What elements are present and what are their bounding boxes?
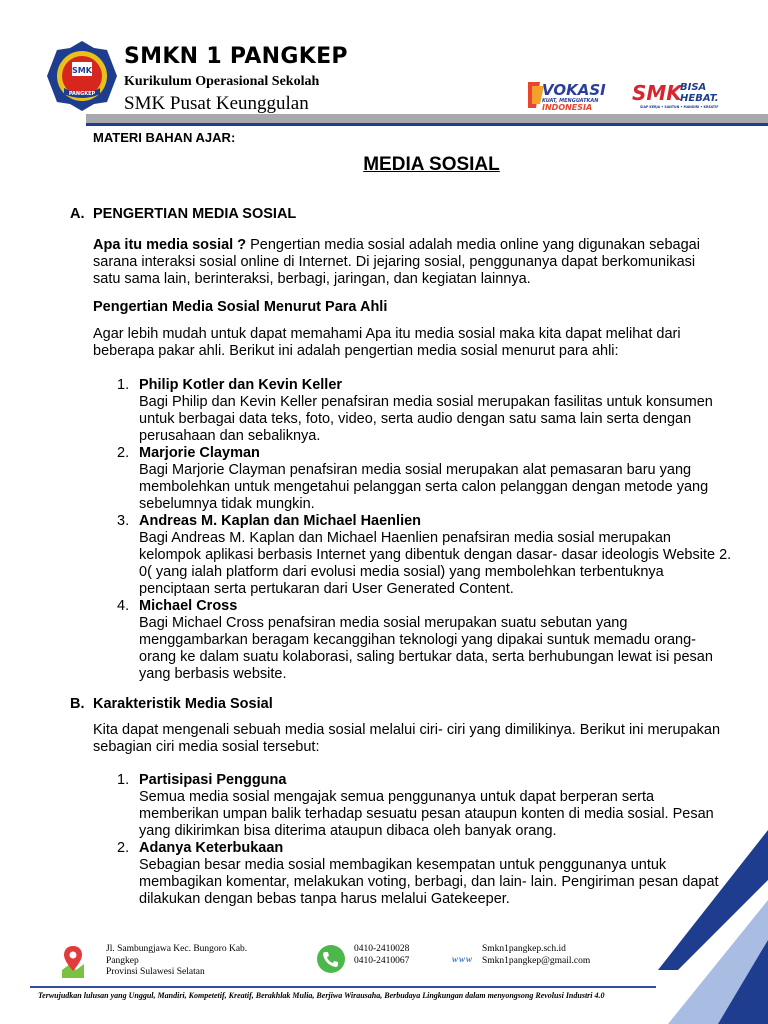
vokasi-main-text: VOKASI — [542, 81, 606, 99]
list-item-name: Partisipasi Pengguna — [139, 772, 287, 788]
header-divider-blue — [86, 123, 768, 126]
list-item-number: 1. — [117, 377, 130, 393]
list-item-number: 1. — [117, 772, 130, 788]
list-item — [93, 598, 733, 683]
address-line-2: Pangkep — [106, 955, 139, 966]
list-item-number: 4. — [117, 598, 130, 614]
experts-list — [93, 377, 733, 683]
list-item-name: Adanya Keterbukaan — [139, 840, 284, 856]
phone-icon — [316, 944, 346, 974]
phone-number-1: 0410-2410028 — [354, 944, 410, 954]
bisa-logo-text: BISA — [680, 82, 707, 93]
smk-tagline-text: SIAP KERJA • SANTUN • MANDIRI • KREATIF — [640, 105, 719, 109]
header-subtitle-center: SMK Pusat Keunggulan — [124, 93, 309, 114]
school-logo — [46, 40, 118, 112]
footer — [0, 936, 768, 1024]
list-item — [93, 840, 733, 908]
logo-text-top: SMK — [72, 66, 92, 75]
list-item-number: 2. — [117, 840, 130, 856]
smk-bisa-logo — [630, 76, 730, 110]
location-pin-icon — [60, 944, 86, 978]
footer-phones — [354, 944, 409, 967]
section-a-letter: A. — [70, 206, 85, 222]
footer-divider — [30, 986, 656, 988]
logo-text-bottom: PANGKEP — [68, 91, 96, 97]
list-item — [93, 513, 733, 598]
website-link[interactable]: Smkn1pangkep.sch.id — [482, 944, 566, 954]
footer-motto: Terwujudkan lulusan yang Unggul, Mandiri, Kompetetif, Kreatif, Berakhlak Mulia, Berjiwa Wirausaha, Berbudaya Lingkungan dalam menyongsong Revolusi Industri 4.0 — [38, 991, 605, 1000]
address-line-3: Provinsi Sulawesi Selatan — [106, 967, 205, 977]
address-line-1: Jl. Sambungjawa Kec. Bungoro Kab. — [106, 944, 248, 954]
list-item-name: Michael Cross — [139, 598, 238, 614]
vokasi-country-text: INDONESIA — [542, 103, 593, 112]
intro-question: Apa itu media sosial ? — [93, 237, 247, 253]
email-link[interactable]: Smkn1pangkep@gmail.com — [482, 955, 591, 966]
section-b-letter: B. — [70, 696, 85, 712]
section-a-heading — [70, 206, 296, 223]
list-item — [93, 377, 733, 445]
list-item — [93, 772, 733, 840]
list-item-text: Bagi Andreas M. Kaplan dan Michael Haenlien penafsiran media sosial merupakan kelompok aplikasi berbasis Internet yang dibentuk dengan dasar- dasar ideologis Website 2. 0( yang ialah platform dari evolusi media sosial) yang membolehkan terbentuknya penciptaan serta pertukaran dari User Generated Content. — [139, 530, 732, 597]
experts-lead: Agar lebih mudah untuk dapat memahami Apa itu media sosial maka kita dapat melihat dari beberapa pakar ahli. Berikut ini adalah pengertian media sosial menurut para ahli: — [93, 326, 681, 359]
intro-text: Pengertian media sosial adalah media online yang digunakan sebagai sarana interaksi sosial online di Internet. Di jejaring sosial, penggunanya dapat berkomunikasi satu sama lain, berinteraksi, berbagi, jaringan, dan kegiatan lainnya. — [93, 237, 700, 287]
vokasi-logo — [526, 78, 618, 112]
list-item-name: Philip Kotler dan Kevin Keller — [139, 377, 343, 393]
vokasi-sub-text: KUAT, MENGUATKAN — [542, 98, 599, 104]
list-item-text: Bagi Philip dan Kevin Keller penafsiran media sosial merupakan fasilitas untuk konsumen untuk berbagai data teks, foto, video, serta audio dengan satu sama lain serta dengan perusahaan dan sebaliknya. — [139, 394, 713, 444]
section-a-title: PENGERTIAN MEDIA SOSIAL — [93, 206, 297, 222]
list-item-number: 2. — [117, 445, 130, 461]
hebat-logo-text: HEBAT. — [680, 93, 719, 104]
section-a-intro — [93, 237, 725, 288]
list-item — [93, 445, 733, 513]
list-item-name: Andreas M. Kaplan dan Michael Haenlien — [139, 513, 422, 529]
document-title-wrap — [0, 156, 768, 175]
list-item-number: 3. — [117, 513, 130, 529]
school-name: SMKN 1 PANGKEP — [124, 44, 348, 69]
smk-logo-text: SMK — [632, 81, 682, 105]
section-b-lead: Kita dapat mengenali sebuah media sosial melalui ciri- ciri yang dimilikinya. Berikut ini merupakan sebagian ciri media sosial tersebut: — [93, 722, 721, 755]
www-icon: www — [452, 954, 474, 964]
phone-number-2: 0410-2410067 — [354, 955, 410, 966]
section-b-title: Karakteristik Media Sosial — [93, 696, 273, 712]
list-item-text: Bagi Michael Cross penafsiran media sosial merupakan suatu sebutan yang menggambarkan beragam kecanggihan teknologi yang dipakai suntuk memadu orang- orang ke dalam suatu kolaborasi, saling bertukar data, serta berhubungan lewat isi pesan yang berbasis website. — [139, 615, 713, 682]
footer-web — [482, 944, 590, 967]
header-subtitle-curriculum: Kurikulum Operasional Sekolah — [124, 74, 320, 89]
section-b-heading — [70, 696, 273, 713]
list-item-name: Marjorie Clayman — [139, 445, 260, 461]
footer-address — [106, 944, 247, 979]
materi-label: MATERI BAHAN AJAR: — [93, 130, 236, 145]
experts-subheading: Pengertian Media Sosial Menurut Para Ahli — [93, 299, 388, 315]
letterhead — [0, 0, 768, 130]
characteristics-list — [93, 772, 733, 908]
document-title: MEDIA SOSIAL — [363, 154, 500, 175]
list-item-text: Semua media sosial mengajak semua penggunanya untuk dapat berperan serta memberikan umpan balik terhadap sesuatu pesan ataupun konten di media sosial. Pesan yang dikirimkan bisa diterima ataupun dibaca oleh banyak orang. — [139, 789, 714, 839]
list-item-text: Bagi Marjorie Clayman penafsiran media sosial merupakan alat pemasaran baru yang membolehkan untuk mengetahui pelanggan serta calon pelanggan dengan metode yang sebelumnya tidak mungkin. — [139, 462, 709, 512]
header-divider-gray — [86, 114, 768, 123]
list-item-text: Sebagian besar media sosial membagikan kesempatan untuk penggunanya untuk membagikan komentar, melakukan voting, berbagi, dan lain- lain. Pengiriman pesan dapat dilakukan dengan bebas tanpa harus melalui Gatekeeper. — [139, 857, 719, 907]
